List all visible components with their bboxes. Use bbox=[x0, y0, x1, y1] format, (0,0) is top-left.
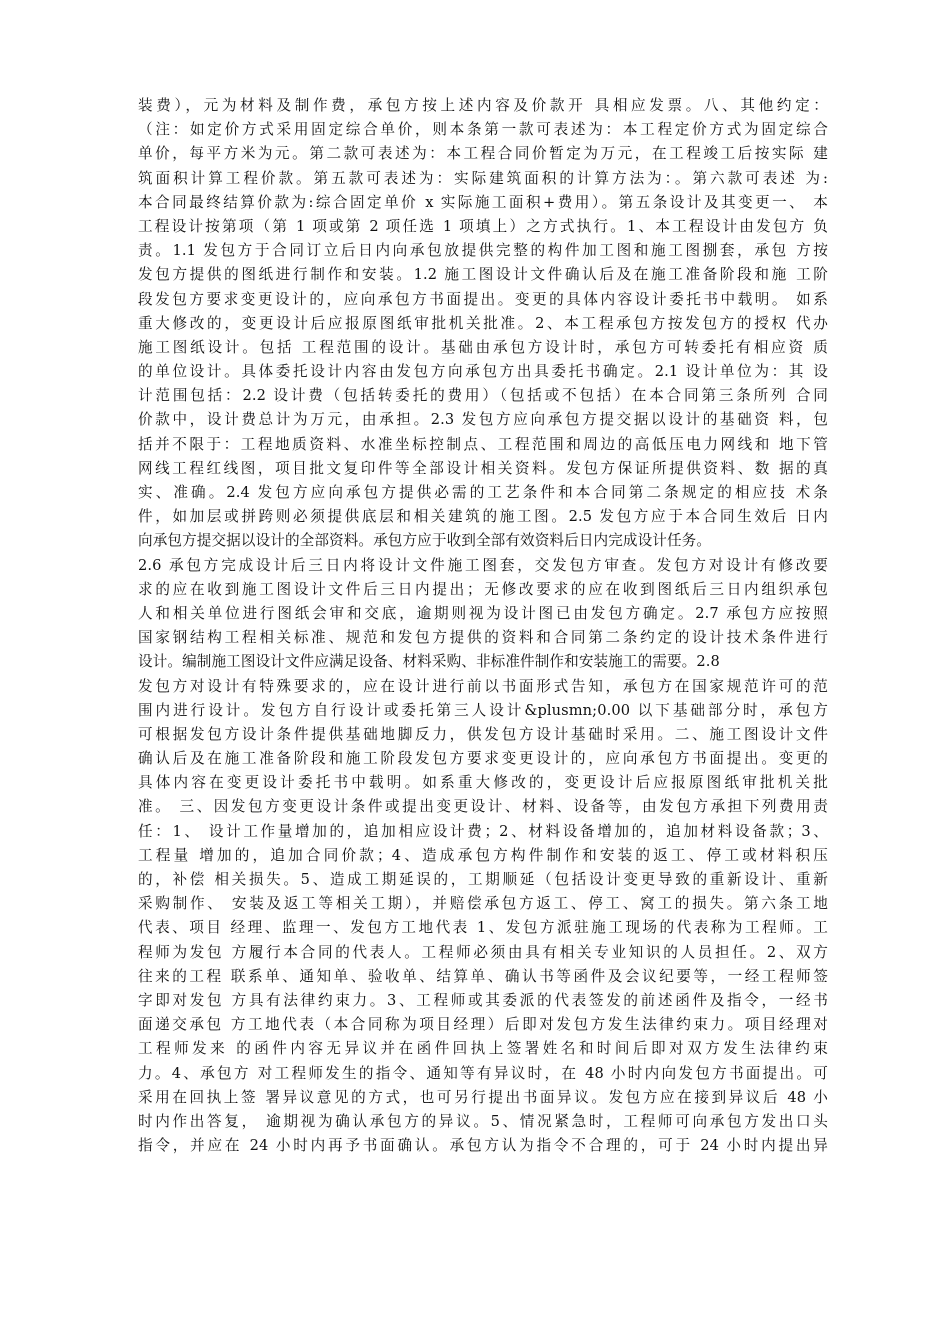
text-line: 采购制作、 安装及返工等相关工期），并赔偿承包方返工、停工、窝工的损失。第六条工地 bbox=[138, 895, 828, 913]
text-line: 件，如加层或拼跨则必须提供底层和相关建筑的施工图。2.5 发包方应于本合同生效后 日内 bbox=[138, 508, 828, 526]
text-line: 国家钢结构工程相关标准、规范和发包方提供的资料和合同第二条约定的设计技术条件进行 bbox=[138, 629, 828, 647]
text-line: 施工图纸设计。包括 工程范围的设计。基础由承包方设计时，承包方可转委托有相应资 质 bbox=[138, 338, 828, 356]
text-line: 单价，每平方米为元。第二款可表述为：本工程合同价暂定为万元，在工程竣工后按实际 建 bbox=[138, 145, 828, 163]
text-line: 面递交承包 方工地代表（本合同称为项目经理）后即对发包方发生法律约束力。项目经理对 bbox=[138, 1016, 828, 1034]
text-line: 实、准确。2.4 发包方应向承包方提供必需的工艺条件和本合同第二条规定的相应技 术条 bbox=[138, 484, 828, 501]
document-page bbox=[138, 94, 828, 1158]
text-line: 求的应在收到施工图设计文件后三日内提出；无修改要求的应在收到图纸后三日内组织承包 bbox=[138, 580, 828, 598]
text-line: 装费），元为材料及制作费，承包方按上述内容及价款开 具相应发票。八、其他约定： bbox=[138, 97, 828, 114]
text-line: 往来的工程 联系单、通知单、验收单、结算单、确认书等函件及会议纪要等，一经工程师签 bbox=[138, 967, 828, 985]
text-line: 计范围包括：2.2 设计费（包括转委托的费用）（包括或不包括）在本合同第三条所列 合同 bbox=[138, 387, 828, 405]
text-line: 代表、项目 经理、监理一、发包方工地代表 1、发包方派驻施工现场的代表称为工程师。工 bbox=[138, 919, 828, 937]
text-line: 筑面积计算工程价款。第五款可表述为：实际建筑面积的计算方法为：。第六款可表述 为: bbox=[138, 169, 828, 187]
text-line: （注：如定价方式采用固定综合单价，则本条第一款可表述为：本工程定价方式为固定综合 bbox=[138, 121, 828, 139]
text-line: 工程师发来 的函件内容无异议并在函件回执上签署姓名和时间后即对双方发生法律约束 bbox=[138, 1040, 828, 1058]
text-line: 时内作出答复， 逾期视为确认承包方的异议。5、情况紧急时，工程师可向承包方发出口头 bbox=[138, 1112, 828, 1130]
text-line: 程师为发包 方履行本合同的代表人。工程师必须由具有相关专业知识的人员担任。2、双方 bbox=[138, 943, 828, 961]
text-line: 的单位设计。具体委托设计内容由发包方向承包方出具委托书确定。2.1 设计单位为：其 设 bbox=[138, 363, 828, 381]
text-line: 确认后及在施工准备阶段和施工阶段发包方要求变更设计的，应向承包方书面提出。变更的 bbox=[138, 750, 828, 768]
text-line: 网线工程红线图，项目批文复印件等全部设计相关资料。发包方保证所提供资料、数 据的真 bbox=[138, 459, 828, 477]
text-line: 工程设计按第项（第 1 项或第 2 项任选 1 项填上）之方式执行。1、本工程设计由发包方 负 bbox=[138, 217, 828, 235]
text-line: 可根据发包方设计条件提供基础地脚反力，供发包方设计基础时采用。二、施工图设计文件 bbox=[138, 725, 828, 743]
text-line: 字即对发包 方具有法律约束力。3、工程师或其委派的代表签发的前述函件及指令，一经书 bbox=[138, 991, 828, 1009]
text-line: 本合同最终结算价款为:综合固定单价 x 实际施工面积+费用）。第五条设计及其变更一、 本 bbox=[138, 193, 828, 211]
text-line: 重大修改的，变更设计后应报原图纸审批机关批准。2、本工程承包方按发包方的授权 代办 bbox=[138, 314, 828, 332]
text-line: 人和相关单位进行图纸会审和交底，逾期则视为设计图已由发包方确定。2.7 承包方应按照 bbox=[138, 604, 828, 622]
text-line: 的，补偿 相关损失。5、造成工期延误的，工期顺延（包括设计变更导致的重新设计、重新 bbox=[138, 871, 828, 888]
text-line: 力。4、承包方 对工程师发生的指令、通知等有异议时，在 48 小时内向发包方书面提出。可 bbox=[138, 1064, 828, 1082]
text-line: 责。1.1 发包方于合同订立后日内向承包放提供完整的构件加工图和施工图捌套，承包 方按 bbox=[138, 242, 828, 260]
text-line: 发包方提供的图纸进行制作和安装。1.2 施工图设计文件确认后及在施工准备阶段和施 工阶 bbox=[138, 266, 828, 284]
text-line: 围内进行设计。发包方自行设计或委托第三人设计&plusmn;0.00 以下基础部分时，承包方 bbox=[138, 701, 828, 719]
text-line: 发包方对设计有特殊要求的，应在设计进行前以书面形式告知，承包方在国家规范许可的范 bbox=[138, 677, 828, 695]
text-line: 价款中，设计费总计为万元，由承担。2.3 发包方应向承包方提交据以设计的基础资 料，包 bbox=[138, 411, 828, 429]
text-line: 采用在回执上签 署异议意见的方式，也可另行提出书面异议。发包方应在接到异议后 48 小 bbox=[138, 1088, 828, 1106]
text-line: 括并不限于：工程地质资料、水准坐标控制点、工程范围和周边的高低压电力网线和 地下管 bbox=[138, 435, 828, 453]
text-line: 准。 三、因发包方变更设计条件或提出变更设计、材料、设备等，由发包方承担下列费用责 bbox=[138, 798, 828, 816]
text-line: 指令，并应在 24 小时内再予书面确认。承包方认为指令不合理的，可于 24 小时内提出异 bbox=[138, 1137, 828, 1155]
text-line: 设计。编制施工图设计文件应满足设备、材料采购、非标准件制作和安装施工的需要。2.8 bbox=[138, 653, 720, 671]
text-line: 工程量 增加的，追加合同价款；4、造成承包方构件制作和安装的返工、停工或材料积压 bbox=[138, 846, 828, 864]
text-line: 任：1、 设计工作量增加的，追加相应设计费；2、材料设备增加的，追加材料设备款；3、 bbox=[138, 822, 828, 840]
text-line: 段发包方要求变更设计的，应向承包方书面提出。变更的具体内容设计委托书中载明。 如系 bbox=[138, 290, 828, 308]
text-line: 向承包方提交据以设计的全部资料。承包方应于收到全部有效资料后日内完成设计任务。 bbox=[138, 532, 712, 550]
text-line: 具体内容在变更设计委托书中载明。如系重大修改的，变更设计后应报原图纸审批机关批 bbox=[138, 774, 828, 792]
text-line: 2.6 承包方完成设计后三日内将设计文件施工图套，交发包方审查。发包方对设计有修改要 bbox=[138, 556, 828, 574]
